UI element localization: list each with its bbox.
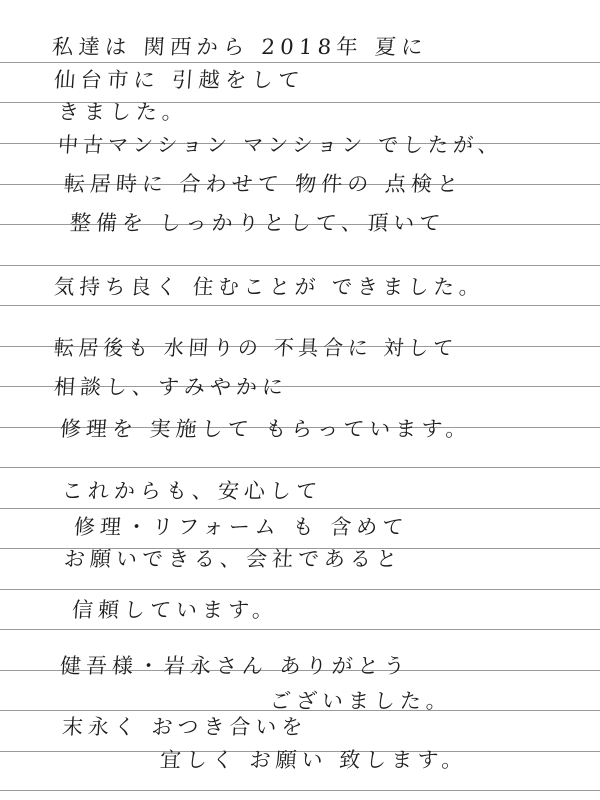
ruled-line xyxy=(0,305,600,306)
letter-line-6: 整備を しっかりとして、頂いて xyxy=(69,211,447,235)
letter-line-12: 修理・リフォーム も 含めて xyxy=(73,515,410,539)
letter-line-2: 仙台市に 引越をして xyxy=(53,68,306,92)
letter-line-11: これからも、安心して xyxy=(61,479,323,503)
ruled-line xyxy=(0,265,600,266)
letter-line-17: 末永く おつき合いを xyxy=(61,715,309,739)
letter-line-16: ございました。 xyxy=(269,689,453,713)
letter-line-13: お願いできる、会社であると xyxy=(63,547,403,571)
letter-line-18: 宜しく お願い 致します。 xyxy=(159,748,469,772)
letter-line-4: 中古マンション マンション でしたが、 xyxy=(57,133,504,157)
letter-line-14: 信頼しています。 xyxy=(71,598,280,622)
letter-line-7: 気持ち良く 住むことが できました。 xyxy=(53,275,486,299)
ruled-line xyxy=(0,629,600,630)
ruled-line xyxy=(0,467,600,468)
letter-line-1: 私達は 関西から 2018年 夏に xyxy=(51,35,429,59)
letter-line-9: 相談し、すみやかに xyxy=(53,375,289,399)
ruled-line xyxy=(0,589,600,590)
letter-line-3: きました。 xyxy=(57,100,189,124)
ruled-line xyxy=(0,790,600,791)
letter-line-10: 修理を 実施して もらっています。 xyxy=(59,417,473,441)
letter-line-8: 転居後も 水回りの 不具合に 対して xyxy=(53,336,459,360)
letter-line-15: 健吾様・岩永さん ありがとう xyxy=(59,654,411,678)
ruled-line xyxy=(0,508,600,509)
letter-line-5: 転居時に 合わせて 物件の 点検と xyxy=(63,172,464,196)
ruled-line xyxy=(0,62,600,63)
